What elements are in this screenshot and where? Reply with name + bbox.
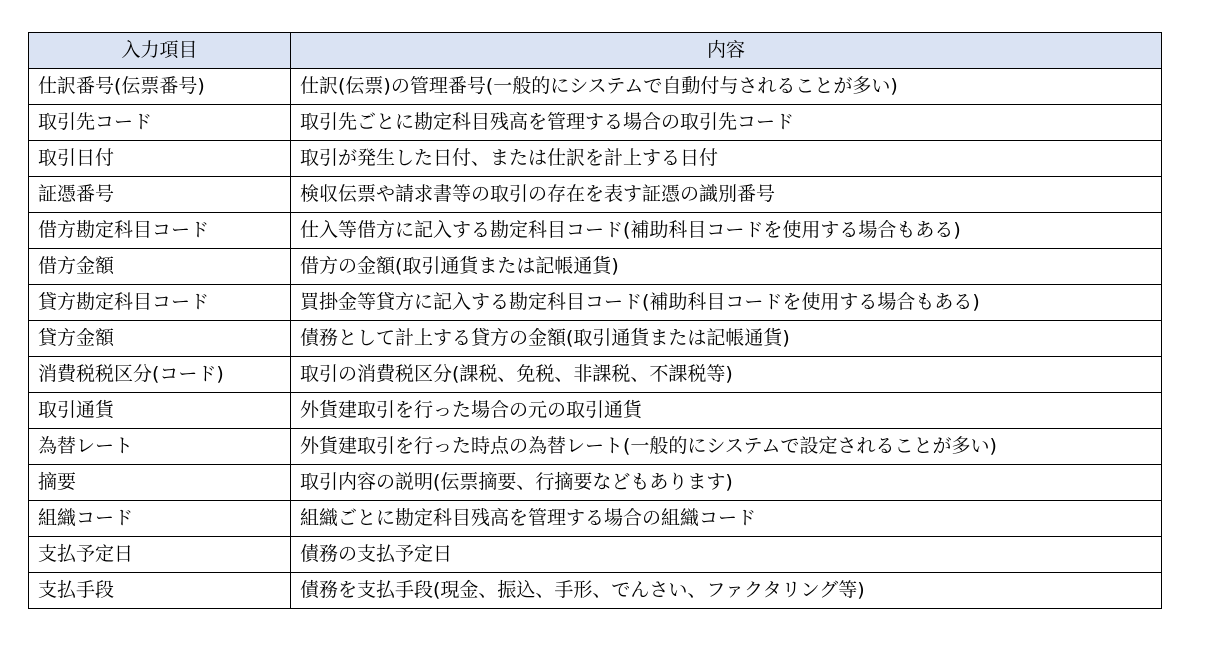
table-row: [29, 537, 1162, 573]
input-item-cell: 貸方金額: [29, 321, 291, 357]
table-row: [29, 393, 1162, 429]
table-row: [29, 429, 1162, 465]
content-cell: 検収伝票や請求書等の取引の存在を表す証憑の識別番号: [291, 177, 1162, 213]
input-item-cell: 為替レート: [29, 429, 291, 465]
content-cell: 債務の支払予定日: [291, 537, 1162, 573]
input-item-cell: 借方勘定科目コード: [29, 213, 291, 249]
table-header-row: [29, 33, 1162, 69]
content-cell: 仕入等借方に記入する勘定科目コード(補助科目コードを使用する場合もある): [291, 213, 1162, 249]
table-row: [29, 249, 1162, 285]
content-cell: 債務を支払手段(現金、振込、手形、でんさい、ファクタリング等): [291, 573, 1162, 609]
table-row: [29, 105, 1162, 141]
input-item-cell: 消費税税区分(コード): [29, 357, 291, 393]
content-cell: 取引先ごとに勘定科目残高を管理する場合の取引先コード: [291, 105, 1162, 141]
content-cell: 取引内容の説明(伝票摘要、行摘要などもあります): [291, 465, 1162, 501]
table-row: [29, 177, 1162, 213]
input-item-cell: 借方金額: [29, 249, 291, 285]
header-content: 内容: [291, 33, 1162, 69]
header-input-item: 入力項目: [29, 33, 291, 69]
table-row: [29, 465, 1162, 501]
content-cell: 取引が発生した日付、または仕訳を計上する日付: [291, 141, 1162, 177]
content-cell: 債務として計上する貸方の金額(取引通貨または記帳通貨): [291, 321, 1162, 357]
input-item-cell: 取引通貨: [29, 393, 291, 429]
content-cell: 仕訳(伝票)の管理番号(一般的にシステムで自動付与されることが多い): [291, 69, 1162, 105]
input-item-cell: 支払手段: [29, 573, 291, 609]
table-row: [29, 213, 1162, 249]
input-item-cell: 仕訳番号(伝票番号): [29, 69, 291, 105]
table-row: [29, 357, 1162, 393]
content-cell: 外貨建取引を行った場合の元の取引通貨: [291, 393, 1162, 429]
input-item-cell: 証憑番号: [29, 177, 291, 213]
table-row: [29, 141, 1162, 177]
table-row: [29, 501, 1162, 537]
content-cell: 買掛金等貸方に記入する勘定科目コード(補助科目コードを使用する場合もある): [291, 285, 1162, 321]
input-item-cell: 取引先コード: [29, 105, 291, 141]
table-row: [29, 285, 1162, 321]
journal-entry-fields-table: [28, 32, 1162, 609]
input-item-cell: 取引日付: [29, 141, 291, 177]
input-item-cell: 支払予定日: [29, 537, 291, 573]
table-row: [29, 321, 1162, 357]
content-cell: 外貨建取引を行った時点の為替レート(一般的にシステムで設定されることが多い): [291, 429, 1162, 465]
table-row: [29, 573, 1162, 609]
input-item-cell: 摘要: [29, 465, 291, 501]
table-row: [29, 69, 1162, 105]
content-cell: 組織ごとに勘定科目残高を管理する場合の組織コード: [291, 501, 1162, 537]
input-item-cell: 貸方勘定科目コード: [29, 285, 291, 321]
content-cell: 借方の金額(取引通貨または記帳通貨): [291, 249, 1162, 285]
input-item-cell: 組織コード: [29, 501, 291, 537]
content-cell: 取引の消費税区分(課税、免税、非課税、不課税等): [291, 357, 1162, 393]
